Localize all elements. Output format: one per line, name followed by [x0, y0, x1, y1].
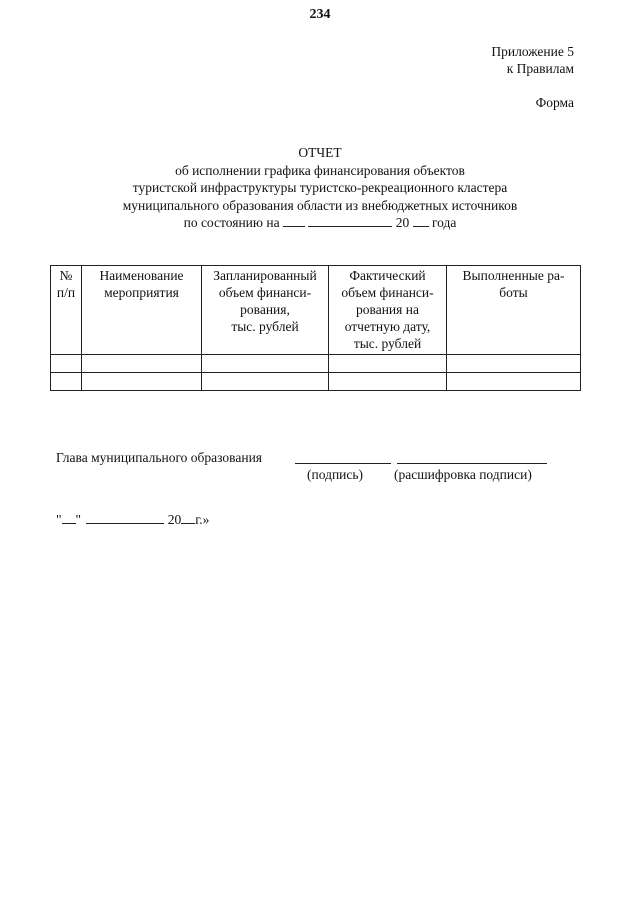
header-line: тыс. рублей: [353, 336, 422, 351]
year-prefix: 20: [395, 215, 410, 230]
appendix-reference: [491, 43, 574, 77]
report-title-line-1: об исполнении графика финансирования объектов: [175, 162, 465, 178]
day-blank: [283, 215, 305, 227]
date-prefix: по состоянию на: [183, 215, 280, 230]
header-actual-funding: [329, 266, 447, 355]
table-cell: [329, 373, 447, 391]
header-number: [51, 266, 82, 355]
header-line: рования,: [240, 302, 290, 317]
table-cell: [82, 373, 202, 391]
form-label: Форма: [535, 95, 574, 110]
date-year-suffix: г.»: [195, 512, 210, 527]
table-cell: [329, 355, 447, 373]
signature-label: Глава муниципального образования: [56, 450, 263, 465]
table-cell: [51, 373, 82, 391]
year-suffix: года: [431, 215, 457, 230]
table-row: [51, 355, 581, 373]
table-cell: [202, 355, 329, 373]
header-line: мероприятия: [104, 285, 179, 300]
appendix-line-2: к Правилам: [506, 61, 574, 76]
report-table: [50, 265, 581, 391]
day-blank: [62, 512, 76, 524]
header-line: №: [59, 268, 73, 283]
table-cell: [202, 373, 329, 391]
signature-decode-line: [397, 463, 547, 464]
header-line: отчетную дату,: [344, 319, 431, 334]
date-year-prefix: 20: [167, 512, 182, 527]
header-line: боты: [499, 285, 528, 300]
signature-line: [295, 463, 391, 464]
header-activity-name: [82, 266, 202, 355]
report-date-line: [0, 214, 640, 232]
header-line: п/п: [56, 285, 76, 300]
header-line: объем финанси-: [218, 285, 312, 300]
month-blank: [308, 215, 392, 227]
table-row: [51, 373, 581, 391]
header-completed-works: [447, 266, 581, 355]
date-close-quote: ": [75, 512, 82, 527]
page-number: 234: [309, 7, 331, 22]
header-line: Выполненные ра-: [462, 268, 565, 283]
signature-decode-caption: (расшифровка подписи): [394, 467, 532, 482]
table-cell: [51, 355, 82, 373]
header-line: Фактический: [349, 268, 426, 283]
header-line: Запланированный: [213, 268, 317, 283]
year-blank: [181, 512, 195, 524]
month-blank: [86, 512, 164, 524]
header-line: тыс. рублей: [231, 319, 299, 334]
table-cell: [82, 355, 202, 373]
year-blank: [413, 215, 429, 227]
date-open-quote: ": [56, 512, 62, 527]
header-line: объем финанси-: [341, 285, 434, 300]
report-title-line-2: туристской инфраструктуры туристско-рекреационного кластера: [132, 180, 508, 195]
table-cell: [447, 355, 581, 373]
header-line: рования на: [356, 302, 419, 317]
table-cell: [447, 373, 581, 391]
report-title-line-3: муниципального образования области из внебюджетных источников: [122, 197, 518, 213]
table-header-row: [51, 266, 581, 355]
report-heading: ОТЧЕТ: [298, 145, 342, 160]
report-title: [0, 144, 640, 232]
header-line: Наименование: [99, 268, 184, 283]
appendix-line-1: Приложение 5: [491, 44, 574, 59]
signature-caption: (подпись): [307, 467, 364, 482]
header-planned-funding: [202, 266, 329, 355]
signature-date: [56, 512, 209, 528]
